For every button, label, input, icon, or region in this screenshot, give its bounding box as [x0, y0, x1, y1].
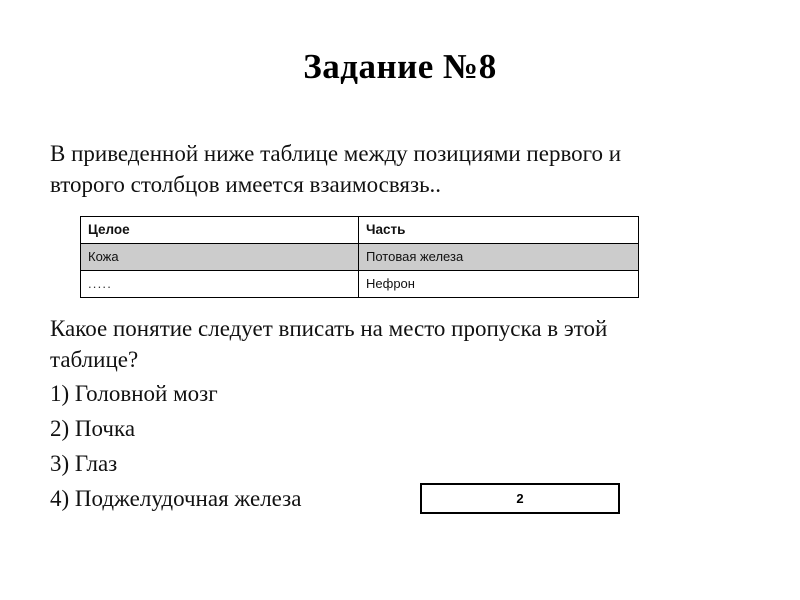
table-row	[81, 244, 639, 271]
answer-option-1[interactable]: 1) Головной мозг	[50, 381, 218, 406]
question-text: Какое понятие следует вписать на место пропуска в этой таблице?	[50, 316, 608, 372]
table-header-cell-whole: Целое	[81, 217, 359, 244]
table-header-row	[81, 217, 639, 244]
intro-paragraph: В приведенной ниже таблице между позициями первого и второго столбцов имеется взаимосвязь..	[50, 141, 622, 197]
answer-value: 2	[516, 491, 524, 506]
table-row	[81, 271, 639, 298]
answer-box[interactable]	[420, 483, 620, 514]
table-header-cell-part: Часть	[359, 217, 639, 244]
table-cell-whole-2-blank: .....	[81, 271, 359, 298]
answer-option-4[interactable]: 4) Поджелудочная железа	[50, 486, 302, 511]
table-cell-part-2: Нефрон	[359, 271, 639, 298]
answer-option-3[interactable]: 3) Глаз	[50, 451, 118, 476]
answer-options-list	[50, 376, 470, 516]
answer-option-2[interactable]: 2) Почка	[50, 416, 136, 441]
table-cell-part-1: Потовая железа	[359, 244, 639, 271]
relationship-table	[80, 216, 639, 298]
table-cell-whole-1: Кожа	[81, 244, 359, 271]
page-title: Задание №8	[303, 47, 497, 86]
